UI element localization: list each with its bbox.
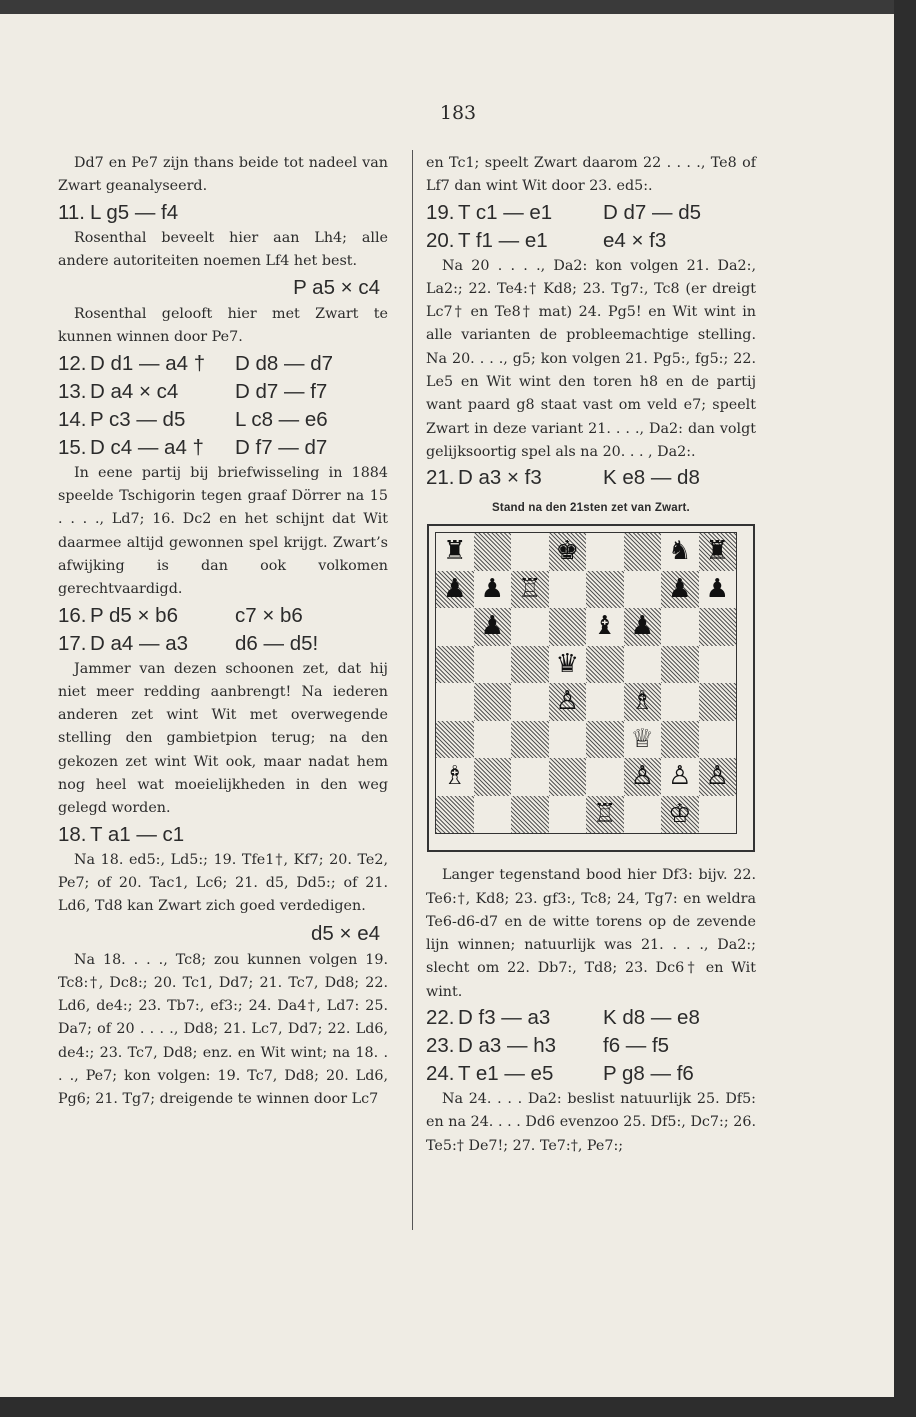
board-square-f7 bbox=[624, 571, 662, 609]
board-square-d7 bbox=[549, 571, 587, 609]
board-square-f8 bbox=[624, 533, 662, 571]
white-rook-icon: ♖ bbox=[593, 798, 617, 829]
move-line bbox=[426, 1032, 756, 1060]
black-queen-icon: ♛ bbox=[555, 648, 579, 679]
left-column bbox=[58, 152, 388, 1112]
move-line bbox=[58, 350, 388, 378]
white-move: L g5 — f4 bbox=[90, 200, 179, 224]
move-number: 22. bbox=[426, 1006, 455, 1030]
board-square-d3 bbox=[549, 721, 587, 759]
paragraph: Na 24. . . . Da2: beslist natuurlijk 25. Df5: en na 24. . . . Dd6 evenzoo 25. Df5:, Dc7:; 26. Te5:† De7!; 27. Te7:†, Pe7:; bbox=[426, 1091, 756, 1154]
board-square-d6 bbox=[549, 608, 587, 646]
paragraph: Dd7 en Pe7 zijn thans beide tot nadeel van Zwart geanalyseerd. bbox=[58, 155, 388, 195]
white-move: T c1 — e1 bbox=[458, 200, 553, 224]
move-number: 14. bbox=[58, 407, 87, 431]
white-move: T e1 — e5 bbox=[458, 1062, 554, 1086]
board-square-e4 bbox=[586, 683, 624, 721]
move-line bbox=[58, 434, 388, 462]
move-number: 21. bbox=[426, 466, 455, 490]
move-number: 23. bbox=[426, 1034, 455, 1058]
move-number: 11. bbox=[58, 200, 85, 224]
board-square-g3 bbox=[661, 721, 699, 759]
board-square-f5 bbox=[624, 646, 662, 684]
move-line bbox=[426, 227, 756, 255]
white-bishop-icon: ♗ bbox=[630, 686, 654, 717]
board-square-c5 bbox=[511, 646, 549, 684]
black-move: D d8 — d7 bbox=[235, 351, 333, 375]
white-pawn-icon: ♙ bbox=[705, 761, 729, 792]
black-move: d6 — d5! bbox=[235, 631, 319, 655]
diagram-caption: Stand na den 21sten zet van Zwart. bbox=[492, 502, 690, 515]
white-move: D a3 × f3 bbox=[458, 466, 542, 490]
move-line bbox=[426, 464, 756, 492]
board-square-b4 bbox=[474, 683, 512, 721]
move-line bbox=[426, 1004, 756, 1032]
board-square-a6 bbox=[436, 608, 474, 646]
paragraph: Na 20 . . . ., Da2: kon volgen 21. Da2:, La2:; 22. Te4:† Kd8; 23. Tg7:, Tc8 (er dreigt Lc7† en Te8† mat) 24. Pg5! en Wit wint in alle varianten de probleemachtige stelling. Na 20. . . ., g5; kon volgen 21. Pg5:, fg5:; 22. Le5 en Wit wint den toren h8 en de partij want paard g8 staat vast om veld e7; speelt Zwart in deze variant 21. . . ., Da2: dan volgt gelijksoortig spel als na 20. . . , Da2:. bbox=[426, 257, 756, 460]
white-move: D f3 — a3 bbox=[458, 1006, 551, 1030]
white-move: D a3 — h3 bbox=[458, 1034, 556, 1058]
board-square-a3 bbox=[436, 721, 474, 759]
move-line bbox=[58, 199, 388, 227]
chess-board bbox=[435, 532, 737, 834]
black-move: P a5 × c4 bbox=[293, 276, 380, 300]
white-move: T f1 — e1 bbox=[458, 228, 548, 252]
board-square-b5 bbox=[474, 646, 512, 684]
paragraph: Rosenthal beveelt hier aan Lh4; alle andere autoriteiten noemen Lf4 het best. bbox=[58, 229, 388, 269]
black-move: f6 — f5 bbox=[603, 1034, 670, 1058]
black-rook-icon: ♜ bbox=[443, 536, 467, 567]
black-pawn-icon: ♟ bbox=[443, 573, 467, 604]
move-number: 12. bbox=[58, 351, 87, 375]
board-square-d2 bbox=[549, 758, 587, 796]
black-move: D d7 — d5 bbox=[603, 200, 701, 224]
white-move: D a4 — a3 bbox=[90, 631, 188, 655]
black-pawn-icon: ♟ bbox=[480, 573, 504, 604]
right-column bbox=[426, 152, 756, 1158]
board-square-c1 bbox=[511, 796, 549, 834]
board-square-a1 bbox=[436, 796, 474, 834]
move-line bbox=[58, 378, 388, 406]
paragraph: Rosenthal gelooft hier met Zwart te kunnen winnen door Pe7. bbox=[58, 306, 388, 346]
scan-border-bottom bbox=[0, 1397, 916, 1417]
board-square-b2 bbox=[474, 758, 512, 796]
page-number: 183 bbox=[439, 102, 477, 124]
board-square-b3 bbox=[474, 721, 512, 759]
chess-diagram bbox=[427, 524, 755, 852]
black-move: P g8 — f6 bbox=[603, 1062, 694, 1086]
board-square-e8 bbox=[586, 533, 624, 571]
white-pawn-icon: ♙ bbox=[668, 761, 692, 792]
move-number: 17. bbox=[58, 631, 87, 655]
white-king-icon: ♔ bbox=[668, 798, 692, 829]
board-square-b1 bbox=[474, 796, 512, 834]
move-number: 24. bbox=[426, 1062, 455, 1086]
white-move: D d1 — a4 † bbox=[90, 351, 206, 375]
board-square-h6 bbox=[699, 608, 737, 646]
board-square-c4 bbox=[511, 683, 549, 721]
black-move: D f7 — d7 bbox=[235, 435, 328, 459]
move-line bbox=[58, 821, 388, 849]
move-line bbox=[58, 630, 388, 658]
board-square-f1 bbox=[624, 796, 662, 834]
board-square-e3 bbox=[586, 721, 624, 759]
board-square-g6 bbox=[661, 608, 699, 646]
board-square-c2 bbox=[511, 758, 549, 796]
black-bishop-icon: ♝ bbox=[593, 611, 617, 642]
board-square-c6 bbox=[511, 608, 549, 646]
black-move: K e8 — d8 bbox=[603, 466, 700, 490]
board-square-e2 bbox=[586, 758, 624, 796]
black-move: d5 × e4 bbox=[311, 921, 380, 945]
paragraph: Na 18. ed5:, Ld5:; 19. Tfe1†, Kf7; 20. Te2, Pe7; of 20. Tac1, Lc6; 21. d5, Dd5:; of 21. Ld6, Td8 kan Zwart zich goed verdedigen. bbox=[58, 851, 388, 915]
board-square-e7 bbox=[586, 571, 624, 609]
move-line bbox=[58, 406, 388, 434]
black-move: K d8 — e8 bbox=[603, 1006, 700, 1030]
paragraph: Langer tegenstand bood hier Df3: bijv. 22. Te6:†, Kd8; 23. gf3:, Tc8; 24, Tg7: en weldra Te6-d6-d7 en de witte torens op de zevende lijn winnen; natuurlijk was 21. . . ., Da2:; slecht om 22. Db7:, Td8; 23. Dc6† en Wit wint. bbox=[426, 867, 756, 1000]
board-square-h4 bbox=[699, 683, 737, 721]
scan-border-right bbox=[894, 0, 916, 1417]
board-square-d1 bbox=[549, 796, 587, 834]
board-square-b8 bbox=[474, 533, 512, 571]
black-move: e4 × f3 bbox=[603, 228, 667, 252]
black-pawn-icon: ♟ bbox=[668, 573, 692, 604]
black-move: L c8 — e6 bbox=[235, 407, 328, 431]
black-pawn-icon: ♟ bbox=[630, 611, 654, 642]
black-king-icon: ♚ bbox=[555, 536, 579, 567]
black-move: c7 × b6 bbox=[235, 603, 303, 627]
paragraph: Jammer van dezen schoonen zet, dat hij niet meer redding aanbrengt! Na iederen anderen zet wint Wit met overwegende stelling den gambietpion terug; na den gekozen zet wint Wit ook, maar nadat hem nog heel wat moeielijkheden in den weg gelegd worden. bbox=[58, 660, 388, 817]
board-square-c3 bbox=[511, 721, 549, 759]
paragraph: en Tc1; speelt Zwart daarom 22 . . . ., Te8 of Lf7 dan wint Wit door 23. ed5:. bbox=[426, 155, 756, 195]
white-move: T a1 — c1 bbox=[90, 822, 185, 846]
paragraph: Na 18. . . ., Tc8; zou kunnen volgen 19. Tc8:†, Dc8:; 20. Tc1, Dd7; 21. Tc7, Dd8; 22. Ld6, de4:; 23. Tb7:, ef3:; 24. Da4†, Ld7: 25. Da7; of 20 . . . ., Dd8; 21. Lc7, Dd7; 22. Ld6, de4:; 23. Tc7, Dd8; enz. en Wit wint; na 18. . . ., Pe7; kon volgen: 19. Tc7, Dd8; 20. Ld6, Pg6; 21. Tg7; dreigende te winnen door Lc7 bbox=[58, 951, 388, 1108]
black-pawn-icon: ♟ bbox=[705, 573, 729, 604]
paragraph: In eene partij bij briefwisseling in 1884 speelde Tschigorin tegen graaf Dörrer na 15 . . . ., Ld7; 16. Dc2 en het schijnt dat Wit daarmee altijd gewonnen spel krijgt. Zwart’s afwijking is dan ook volkomen gerechtvaardigd. bbox=[58, 464, 388, 598]
move-number: 15. bbox=[58, 435, 87, 459]
black-rook-icon: ♜ bbox=[705, 536, 729, 567]
white-pawn-icon: ♙ bbox=[630, 761, 654, 792]
white-bishop-icon: ♗ bbox=[443, 761, 467, 792]
board-square-c8 bbox=[511, 533, 549, 571]
board-square-g5 bbox=[661, 646, 699, 684]
board-square-h3 bbox=[699, 721, 737, 759]
move-number: 19. bbox=[426, 200, 455, 224]
column-divider bbox=[412, 150, 413, 1230]
move-number: 13. bbox=[58, 379, 87, 403]
black-pawn-icon: ♟ bbox=[480, 611, 504, 642]
white-rook-icon: ♖ bbox=[518, 573, 542, 604]
board-square-h1 bbox=[699, 796, 737, 834]
board-square-h5 bbox=[699, 646, 737, 684]
board-square-a4 bbox=[436, 683, 474, 721]
white-move: P d5 × b6 bbox=[90, 603, 178, 627]
board-square-g4 bbox=[661, 683, 699, 721]
move-number: 16. bbox=[58, 603, 87, 627]
white-move: D a4 × c4 bbox=[90, 379, 179, 403]
black-knight-icon: ♞ bbox=[668, 536, 692, 567]
move-number: 18. bbox=[58, 822, 87, 846]
move-line bbox=[426, 1060, 756, 1088]
white-queen-icon: ♕ bbox=[630, 723, 654, 754]
move-number: 20. bbox=[426, 228, 455, 252]
white-pawn-icon: ♙ bbox=[555, 686, 579, 717]
black-move: D d7 — f7 bbox=[235, 379, 328, 403]
board-square-a5 bbox=[436, 646, 474, 684]
board-square-e5 bbox=[586, 646, 624, 684]
move-line bbox=[58, 602, 388, 630]
white-move: D c4 — a4 † bbox=[90, 435, 204, 459]
white-move: P c3 — d5 bbox=[90, 407, 186, 431]
move-line bbox=[426, 199, 756, 227]
